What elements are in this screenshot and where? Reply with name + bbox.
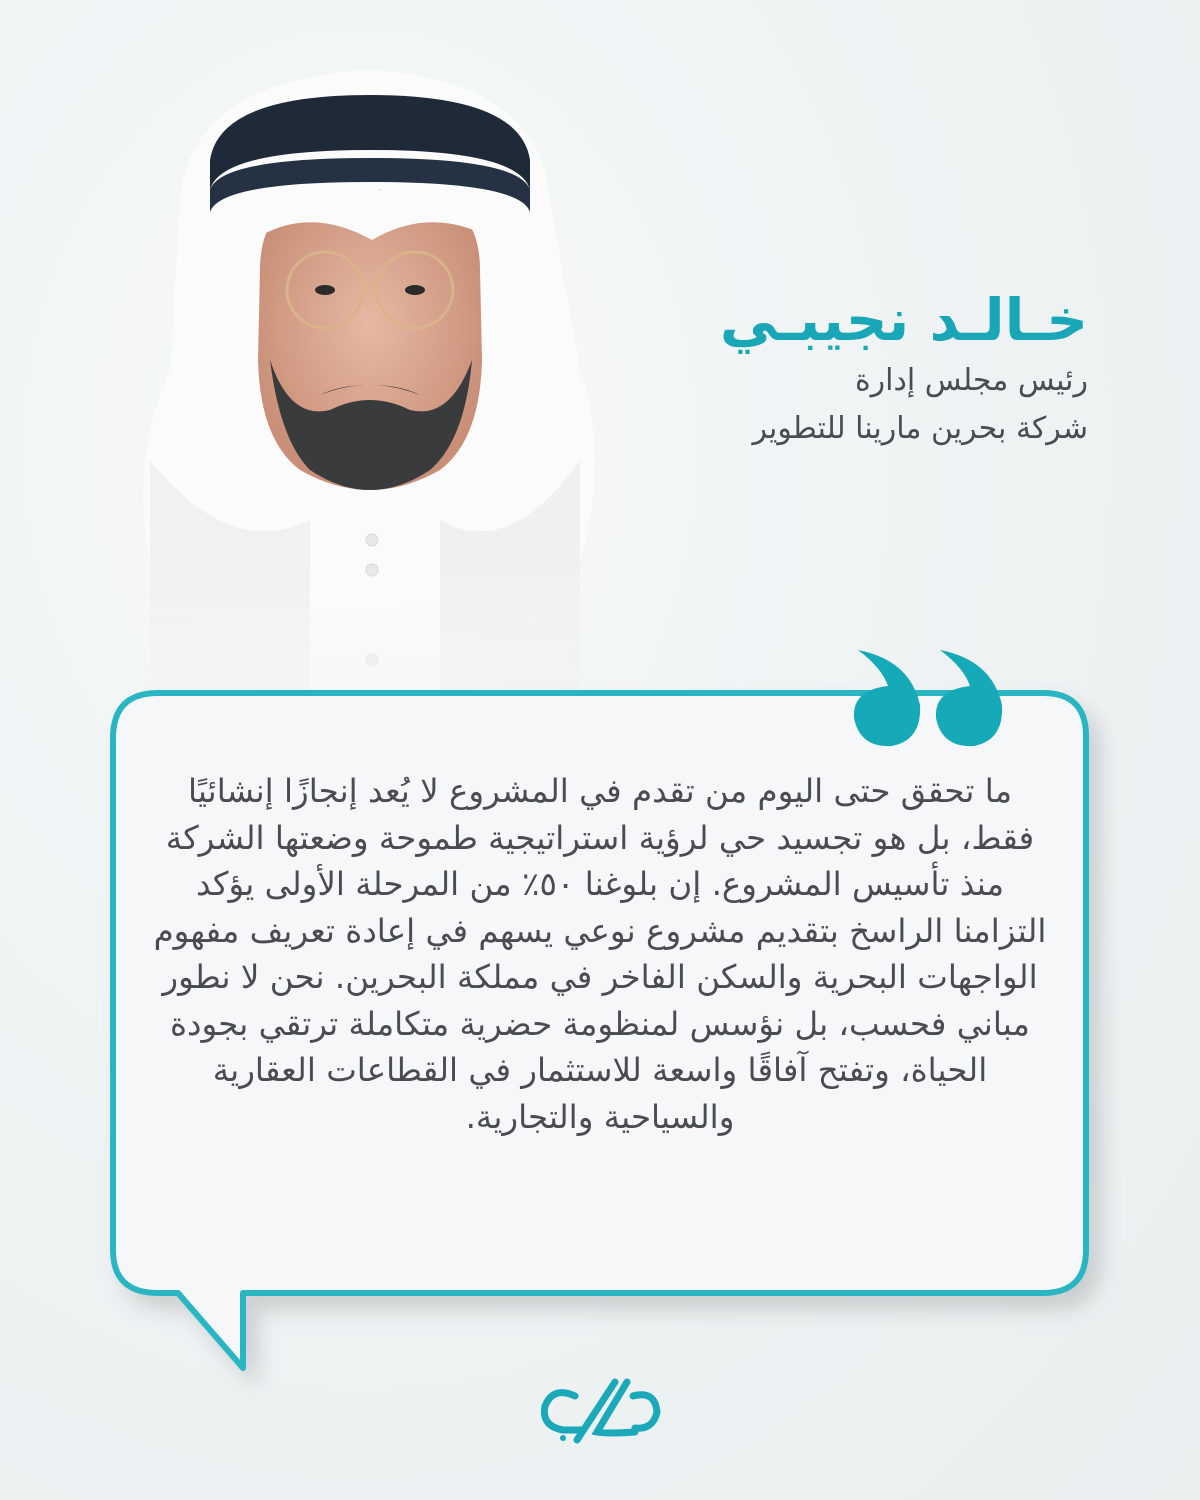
person-title-line1: رئيس مجلس إدارة <box>854 363 1088 398</box>
person-title-line2: شركة بحرين مارينا للتطوير <box>752 411 1088 446</box>
person-name: خـالـد نجيبـي <box>719 286 1088 354</box>
quote-marks-icon <box>850 640 1010 750</box>
bahrain-marina-logo-icon <box>535 1378 665 1448</box>
quote-text: ما تحقق حتى اليوم من تقدم في المشروع لا يُعد إنجازًا إنشائيًا فقط، بل هو تجسيد حي لرؤية استراتيجية طموحة وضعتها الشركة منذ تأسيس المشروع. إن بلوغنا ٥٠٪ من المرحلة الأولى يؤكد التزامنا الراسخ بتقديم مشروع نوعي يسهم في إعادة تعريف مفهوم الواجهات البحرية والسكن الفاخر في مملكة البحرين. نحن لا نطور مباني فحسب، بل نؤسس لمنظومة حضرية متكاملة ترتقي بجودة الحياة، وتفتح آفاقًا واسعة للاستثمار في القطاعات العقارية والسياحية والتجارية. <box>153 772 1047 1136</box>
